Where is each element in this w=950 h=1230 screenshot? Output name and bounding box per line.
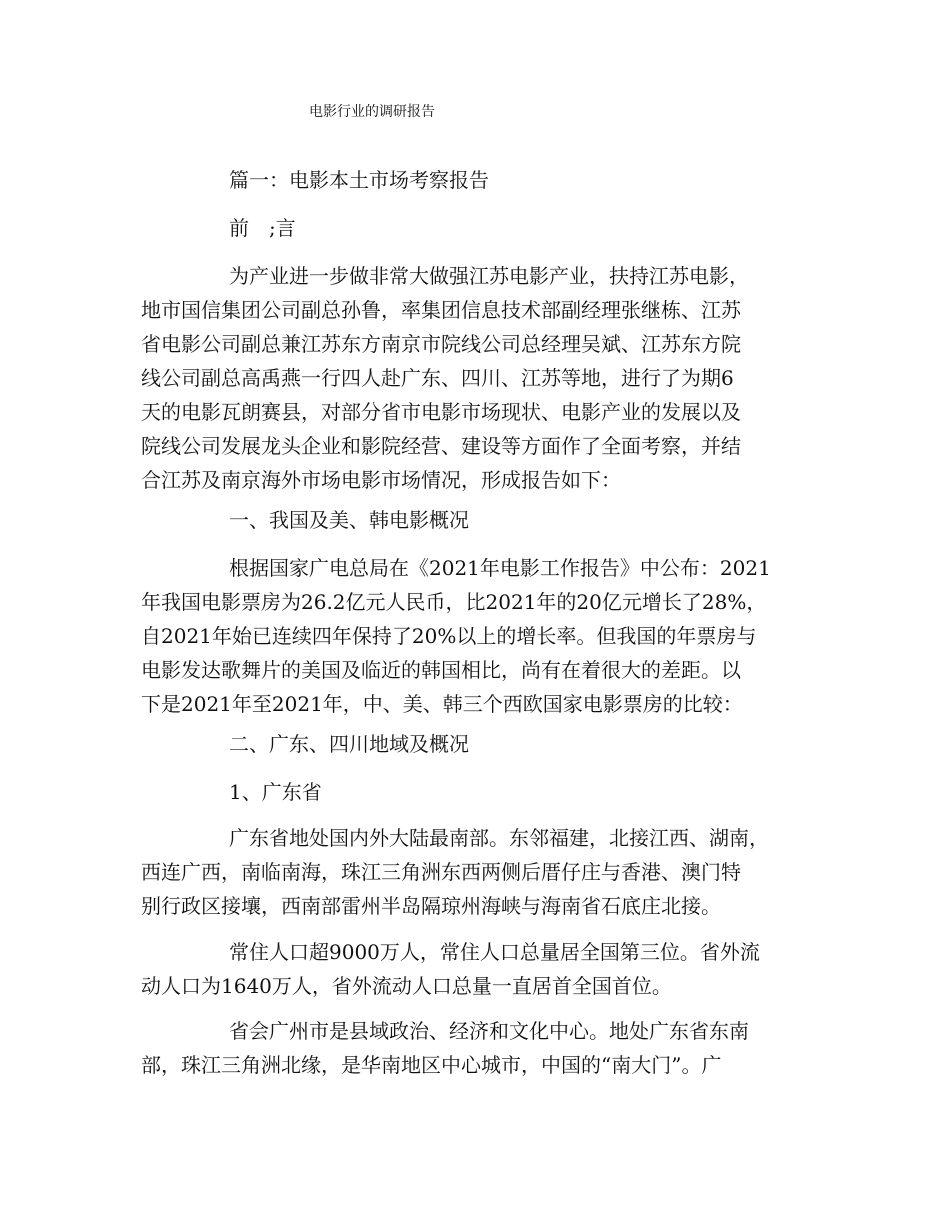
paragraph-line: 年我国电影票房为26.2亿元人民币，比2021年的20亿元增长了28%， [141,590,767,614]
intro-paragraph [141,259,821,497]
paragraph-line: 常住人口超9000万人，常住人口总量居全国第三位。省外流 [229,940,760,964]
section-heading-2: 二、广东、四川地域及概况 [229,732,469,756]
section1-paragraph [141,551,821,721]
paragraph-line: 自2021年始已连续四年保持了20%以上的增长率。但我国的年票房与 [141,624,757,648]
paragraph-line: 西连广西，南临南海，珠江三角洲东西两侧后厝仔庄与香港、澳门特 [141,860,741,884]
paragraph-line: 天的电影瓦朗赛县，对部分省市电影市场现状、电影产业的发展以及 [141,400,741,424]
document-title: 电影行业的调研报告 [309,104,435,120]
paragraph-line: 为产业进一步做非常大做强江苏电影产业，扶持江苏电影， [229,264,749,288]
paragraph-line: 动人口为1640万人，省外流动人口总量一直居首全国首位。 [141,974,672,998]
subsection-heading-1: 1、广东省 [229,780,322,804]
paragraph-line: 广东省地处国内外大陆最南部。东邻福建，北接江西、湖南， [229,826,769,850]
section-heading-1: 一、我国及美、韩电影概况 [229,508,469,532]
geography-paragraph [141,821,821,923]
preface-heading: 前 ;言 [229,216,296,240]
paragraph-line: 部，珠江三角洲北缘，是华南地区中心城市，中国的“南大门”。广 [141,1053,722,1077]
paragraph-line: 合江苏及南京海外市场电影市场情况，形成报告如下： [141,468,621,492]
paragraph-line: 根据国家广电总局在《2021年电影工作报告》中公布：2021 [229,556,771,580]
paragraph-line: 电影发达歌舞片的美国及临近的韩国相比，尚有在着很大的差距。以 [141,658,741,682]
population-paragraph [141,935,821,1003]
paragraph-line: 别行政区接壤，西南部雷州半岛隔琼州海峡与海南省石底庄北接。 [141,894,721,918]
paragraph-line: 下是2021年至2021年，中、美、韩三个西欧国家电影票房的比较： [141,692,743,716]
paragraph-line: 线公司副总高禹燕一行四人赴广东、四川、江苏等地，进行了为期6 [141,366,734,390]
paragraph-line: 省电影公司副总兼江苏东方南京市院线公司总经理吴斌、江苏东方院 [141,332,741,356]
part-heading: 篇一：电影本土市场考察报告 [229,168,489,192]
city-paragraph [141,1014,821,1082]
paragraph-line: 省会广州市是县域政治、经济和文化中心。地处广东省东南 [229,1019,749,1043]
paragraph-line: 地市国信集团公司副总孙鲁，率集团信息技术部副经理张继栋、江苏 [141,298,741,322]
paragraph-line: 院线公司发展龙头企业和影院经营、建设等方面作了全面考察，并结 [141,434,741,458]
